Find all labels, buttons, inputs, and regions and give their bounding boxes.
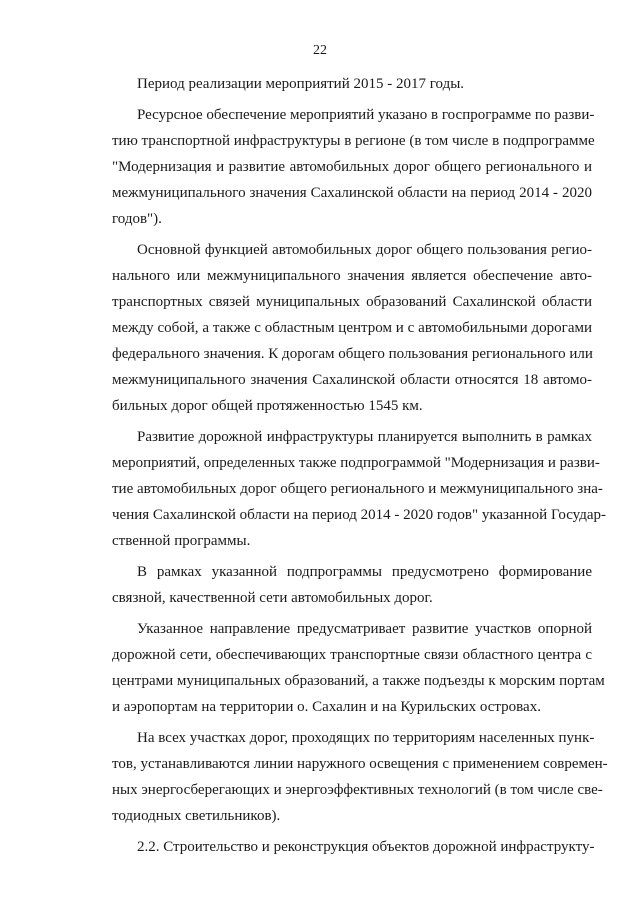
- page-line: бильных дорог общей протяженностью 1545 км.: [112, 398, 423, 414]
- page-line: межмуниципального значения Сахалинской области на период 2014 - 2020: [112, 185, 592, 201]
- page-line: федерального значения. К дорогам общего пользования регионального или: [112, 346, 593, 362]
- page-line: Указанное направление предусматривает развитие участков опорной: [137, 621, 592, 637]
- page-line: тию транспортной инфраструктуры в регионе (в том числе в подпрограмме: [112, 133, 595, 149]
- page-line: дорожной сети, обеспечивающих транспортные связи областного центра с: [112, 647, 592, 663]
- page-line: Период реализации мероприятий 2015 - 2017 годы.: [137, 76, 465, 92]
- page-line: Развитие дорожной инфраструктуры планируется выполнить в рамках: [137, 429, 592, 445]
- page-line: "Модернизация и развитие автомобильных дорог общего регионального и: [112, 159, 592, 175]
- page-number: 22: [313, 43, 327, 58]
- page-line: транспортных связей муниципальных образований Сахалинской области: [112, 294, 592, 310]
- page-line: тие автомобильных дорог общего регионального и межмуниципального зна-: [112, 481, 603, 497]
- page-line: центрами муниципальных образований, а также подъезды к морским портам: [112, 673, 605, 689]
- page-line: между собой, а также с областным центром и с автомобильными дорогами: [112, 320, 592, 336]
- page-line: тодиодных светильников).: [112, 808, 281, 824]
- page-line: ных энергосберегающих и энергоэффективных технологий (в том числе све-: [112, 782, 603, 798]
- page-line: Основной функцией автомобильных дорог общего пользования регио-: [137, 242, 592, 258]
- page-line: 2.2. Строительство и реконструкция объектов дорожной инфраструкту-: [137, 839, 595, 855]
- page-line: Ресурсное обеспечение мероприятий указано в госпрограмме по разви-: [137, 107, 595, 123]
- page-line: нального или межмуниципального значения является обеспечение авто-: [112, 268, 592, 284]
- page-line: мероприятий, определенных также подпрограммой "Модернизация и разви-: [112, 455, 600, 471]
- page-line: тов, устанавливаются линии наружного освещения с применением современ-: [112, 756, 608, 772]
- page-line: годов").: [112, 211, 162, 227]
- page-line: чения Сахалинской области на период 2014 - 2020 годов" указанной Государ-: [112, 507, 606, 523]
- page-line: На всех участках дорог, проходящих по территориям населенных пунк-: [137, 730, 595, 746]
- page-line: В рамках указанной подпрограммы предусмотрено формирование: [137, 564, 592, 580]
- page-line: и аэропортам на территории о. Сахалин и на Курильских островах.: [112, 699, 541, 715]
- page-line: межмуниципального значения Сахалинской области относятся 18 автомо-: [112, 372, 592, 388]
- page-line: ственной программы.: [112, 533, 251, 549]
- page-line: связной, качественной сети автомобильных дорог.: [112, 590, 433, 606]
